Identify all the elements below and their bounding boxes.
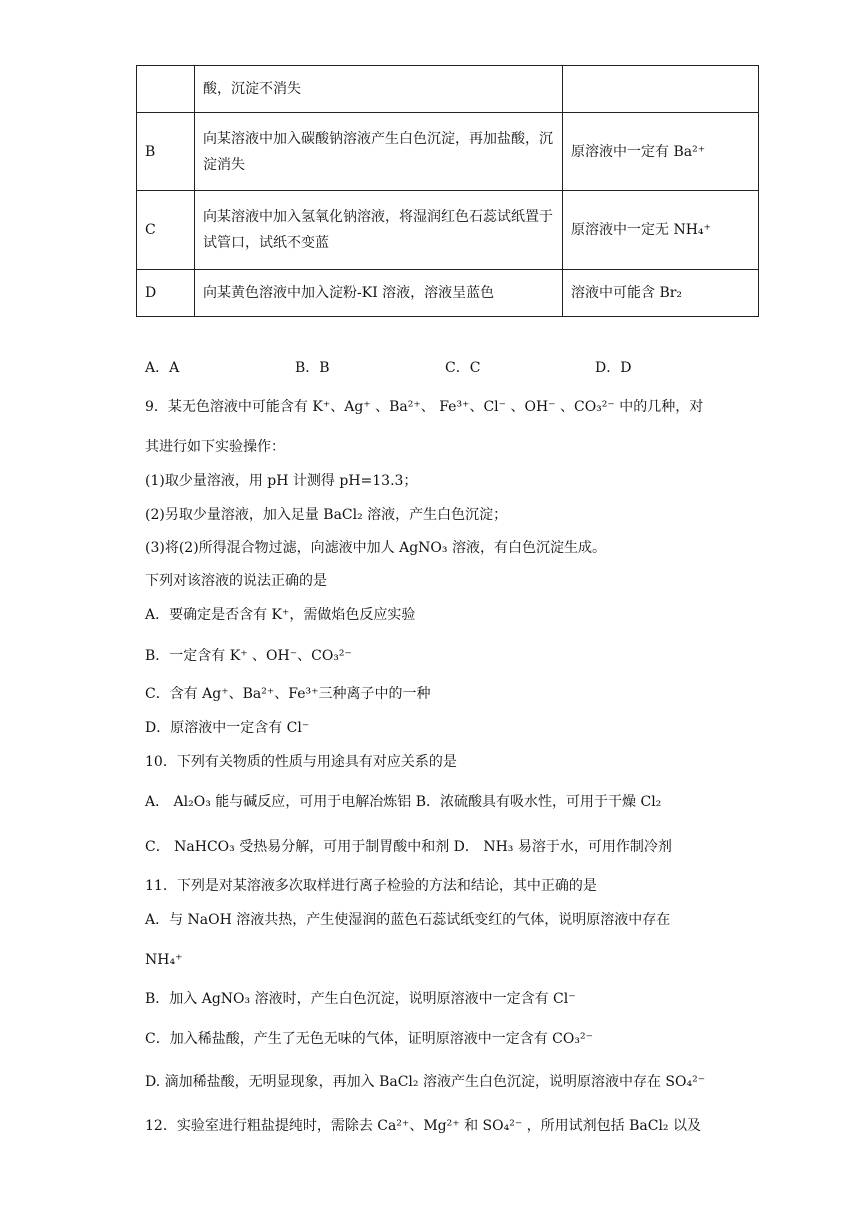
operation-cell: 酸，沉淀不消失 xyxy=(195,66,563,113)
q9-stem-cont: 其进行如下实验操作： xyxy=(145,439,285,455)
operation-cell: 向某黄色溶液中加入淀粉-KI 溶液，溶液呈蓝色 xyxy=(195,270,563,317)
conclusion-cell: 溶液中可能含 Br₂ xyxy=(563,270,759,317)
operation-cell: 向某溶液中加入碳酸钠溶液产生白色沉淀，再加盐酸，沉淀消失 xyxy=(195,113,563,191)
q8-choice-c[interactable]: C．C xyxy=(445,360,481,376)
q10-options-cd[interactable]: C． NaHCO₃ 受热易分解，可用于制胃酸中和剂 D． NH₃ 易溶于水，可用作制冷剂 xyxy=(145,839,672,855)
table-row xyxy=(137,191,759,270)
q11-option-d[interactable]: D. 滴加稀盐酸，无明显现象，再加入 BaCl₂ 溶液产生白色沉淀，说明原溶液中存在 SO₄²⁻ xyxy=(145,1074,706,1090)
q11-option-a-cont: NH₄⁺ xyxy=(145,952,183,968)
q9-stem: 9．某无色溶液中可能含有 K⁺、Ag⁺ 、Ba²⁺、 Fe³⁺、Cl⁻ 、OH⁻ 、CO₃²⁻ 中的几种，对 xyxy=(145,399,704,415)
q9-option-a[interactable]: A．要确定是否含有 K⁺，需做焰色反应实验 xyxy=(145,607,416,623)
q12-stem: 12．实验室进行粗盐提纯时，需除去 Ca²⁺、Mg²⁺ 和 SO₄²⁻ ，所用试剂包括 BaCl₂ 以及 xyxy=(145,1118,701,1134)
option-cell: D xyxy=(137,270,195,317)
operation-cell: 向某溶液中加入氢氧化钠溶液，将湿润红色石蕊试纸置于试管口，试纸不变蓝 xyxy=(195,191,563,270)
option-cell: C xyxy=(137,191,195,270)
q9-step-3: (3)将(2)所得混合物过滤，向滤液中加人 AgNO₃ 溶液，有白色沉淀生成。 xyxy=(145,540,606,556)
q11-stem: 11．下列是对某溶液多次取样进行离子检验的方法和结论，其中正确的是 xyxy=(145,878,597,894)
q11-option-c[interactable]: C．加入稀盐酸，产生了无色无味的气体，证明原溶液中一定含有 CO₃²⁻ xyxy=(145,1031,593,1047)
table-row xyxy=(137,270,759,317)
options-table xyxy=(136,65,759,317)
q9-step-1: (1)取少量溶液，用 pH 计测得 pH=13.3； xyxy=(145,473,418,489)
q11-option-b[interactable]: B．加入 AgNO₃ 溶液时，产生白色沉淀，说明原溶液中一定含有 Cl⁻ xyxy=(145,991,576,1007)
q9-option-c[interactable]: C．含有 Ag⁺、Ba²⁺、Fe³⁺三种离子中的一种 xyxy=(145,686,431,702)
q11-option-a[interactable]: A．与 NaOH 溶液共热，产生使湿润的蓝色石蕊试纸变红的气体，说明原溶液中存在 xyxy=(145,912,671,928)
option-cell xyxy=(137,66,195,113)
q10-options-ab[interactable]: A． Al₂O₃ 能与碱反应，可用于电解冶炼铝 B．浓硫酸具有吸水性，可用于干燥 Cl₂ xyxy=(145,794,662,810)
conclusion-cell: 原溶液中一定无 NH₄⁺ xyxy=(563,191,759,270)
q8-choice-b[interactable]: B．B xyxy=(295,360,330,376)
q9-option-b[interactable]: B．一定含有 K⁺ 、OH⁻、CO₃²⁻ xyxy=(145,648,352,664)
q8-choice-a[interactable]: A．A xyxy=(145,360,180,376)
q8-choice-d[interactable]: D．D xyxy=(595,360,632,376)
conclusion-cell xyxy=(563,66,759,113)
table-row xyxy=(137,66,759,113)
q9-step-2: (2)另取少量溶液，加入足量 BaCl₂ 溶液，产生白色沉淀； xyxy=(145,507,508,523)
q9-option-d[interactable]: D．原溶液中一定含有 Cl⁻ xyxy=(145,720,310,736)
q10-stem: 10．下列有关物质的性质与用途具有对应关系的是 xyxy=(145,754,457,770)
table-row xyxy=(137,113,759,191)
conclusion-cell: 原溶液中一定有 Ba²⁺ xyxy=(563,113,759,191)
option-cell: B xyxy=(137,113,195,191)
q9-question: 下列对该溶液的说法正确的是 xyxy=(145,573,327,589)
